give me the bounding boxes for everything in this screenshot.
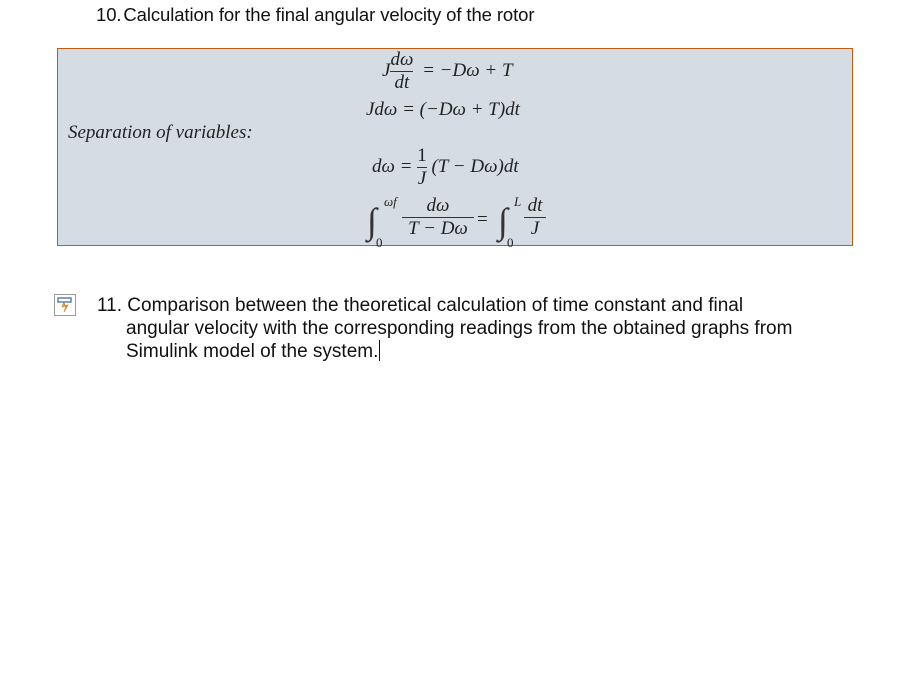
section-11-line-3 [97, 340, 857, 363]
eq1-numerator: dω [390, 49, 414, 70]
section-10-heading [96, 4, 534, 26]
integral-right-lower-limit: 0 [507, 235, 514, 250]
section-11-line-2: angular velocity with the corresponding readings from the obtained graphs from [126, 318, 793, 339]
eq1-denominator: dt [390, 71, 413, 94]
integral-symbol-right: ∫ [498, 201, 508, 241]
equation-2: Jdω = (−Dω + T)dt [366, 99, 520, 120]
section-10-title: Calculation for the final angular velocity of the rotor [123, 4, 535, 25]
eq4-right-numerator: dt [527, 195, 543, 216]
equation-3 [372, 145, 519, 190]
section-11-line-1 [97, 294, 857, 317]
integral-symbol-left: ∫ [367, 201, 377, 241]
section-11-text-3: Simulink model of the system. [126, 341, 379, 362]
eq3-rhs: (T − Dω)dt [431, 155, 519, 177]
comment-note-icon[interactable] [54, 294, 76, 316]
separation-of-variables-label: Separation of variables: [68, 122, 253, 143]
section-11-number: 11. [97, 295, 123, 316]
section-11-text-1: Comparison between the theoretical calculation of time constant and final [127, 295, 744, 316]
eq3-lhs: dω = [372, 155, 413, 177]
integral-right-upper-limit: L [514, 194, 522, 209]
equation-box [57, 48, 853, 250]
text-cursor [379, 340, 380, 361]
eq4-right-denominator: J [524, 217, 546, 240]
eq4-left-fraction [402, 195, 474, 240]
eq1-fraction [390, 49, 413, 94]
eq3-numerator: 1 [417, 145, 427, 166]
eq3-denominator: J [417, 168, 427, 189]
equation-1 [382, 49, 513, 94]
eq4-left-numerator: dω [426, 195, 450, 216]
eq4-left-denominator: T − Dω [402, 217, 474, 240]
integral-left-upper-limit: ωf [384, 194, 397, 209]
section-11-paragraph[interactable] [97, 294, 857, 363]
eq1-j: J [382, 59, 391, 81]
eq3-fraction [417, 145, 427, 190]
eq1-rhs: = −Dω + T [422, 59, 513, 81]
integral-left-lower-limit: 0 [376, 235, 383, 250]
section-10-number: 10. [96, 4, 122, 25]
eq4-equals: = [477, 209, 488, 230]
eq4-right-fraction [524, 195, 546, 240]
